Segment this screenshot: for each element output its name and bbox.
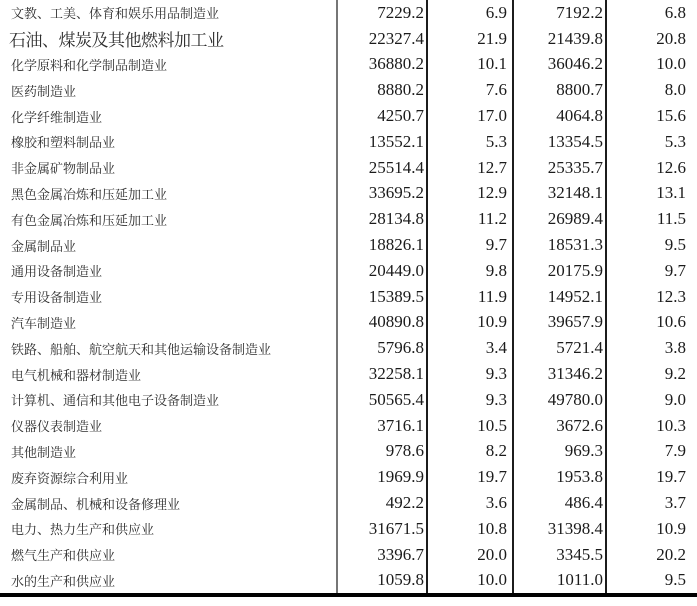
industry-name-cell: 铁路、船舶、航空航天和其他运输设备制造业 xyxy=(0,335,338,361)
value-cell-amount: 28134.8 xyxy=(338,206,428,232)
table-row xyxy=(0,490,697,516)
value-cell-amount-2: 26989.4 xyxy=(514,206,607,232)
value-cell-amount: 50565.4 xyxy=(338,387,428,413)
table-row xyxy=(0,516,697,542)
value-cell-amount: 8880.2 xyxy=(338,77,428,103)
industry-name-cell: 水的生产和供应业 xyxy=(0,568,338,594)
value-cell-amount-2: 8800.7 xyxy=(514,77,607,103)
table-row xyxy=(0,258,697,284)
value-cell-amount-2: 32148.1 xyxy=(514,181,607,207)
table-row xyxy=(0,52,697,78)
value-cell-amount-2: 1011.0 xyxy=(514,568,607,594)
value-cell-amount-2: 1953.8 xyxy=(514,464,607,490)
industry-name-cell: 非金属矿物制品业 xyxy=(0,155,338,181)
value-cell-percent-2: 20.8 xyxy=(656,28,686,48)
value-cell-percent-2: 3.7 xyxy=(664,493,686,513)
table-row xyxy=(0,181,697,207)
table-row xyxy=(0,464,697,490)
table-bottom-border xyxy=(0,593,697,597)
value-cell-amount-2: 49780.0 xyxy=(514,387,607,413)
value-cell-amount: 5796.8 xyxy=(338,335,428,361)
table-row xyxy=(0,155,697,181)
value-cell-amount-2: 969.3 xyxy=(514,439,607,465)
value-cell-amount: 492.2 xyxy=(338,490,428,516)
table-row xyxy=(0,129,697,155)
value-cell-amount-2: 5721.4 xyxy=(514,335,607,361)
value-cell-amount-2: 36046.2 xyxy=(514,52,607,78)
value-cell-percent: 5.3 xyxy=(428,129,514,155)
value-cell-percent-2: 19.7 xyxy=(656,467,686,487)
value-cell-amount-2: 25335.7 xyxy=(514,155,607,181)
table-row xyxy=(0,26,697,52)
value-cell-percent: 10.9 xyxy=(428,310,514,336)
value-cell-percent: 11.9 xyxy=(428,284,514,310)
value-cell-percent-2: 9.5 xyxy=(664,570,686,590)
value-cell-percent: 9.3 xyxy=(428,387,514,413)
industry-name-cell: 其他制造业 xyxy=(0,439,338,465)
value-cell-amount: 1969.9 xyxy=(338,464,428,490)
value-cell-amount-2: 21439.8 xyxy=(514,26,607,52)
industry-name-cell: 仪器仪表制造业 xyxy=(0,413,338,439)
value-cell-percent: 8.2 xyxy=(428,439,514,465)
value-cell-percent-2: 13.1 xyxy=(656,183,686,203)
value-cell-percent-2: 9.7 xyxy=(664,260,686,280)
value-cell-amount-2: 31346.2 xyxy=(514,361,607,387)
value-cell-amount: 22327.4 xyxy=(338,26,428,52)
industry-name-cell: 医药制造业 xyxy=(0,77,338,103)
table-row xyxy=(0,103,697,129)
value-cell-amount-2: 14952.1 xyxy=(514,284,607,310)
value-cell-percent: 9.3 xyxy=(428,361,514,387)
value-cell-amount: 7229.2 xyxy=(338,0,428,26)
value-cell-percent: 10.0 xyxy=(428,568,514,594)
table-row xyxy=(0,413,697,439)
value-cell-percent: 10.1 xyxy=(428,52,514,78)
industry-name-cell: 汽车制造业 xyxy=(0,310,338,336)
value-cell-amount: 36880.2 xyxy=(338,52,428,78)
table-row xyxy=(0,335,697,361)
industry-name-cell: 燃气生产和供应业 xyxy=(0,542,338,568)
value-cell-percent: 10.5 xyxy=(428,413,514,439)
value-cell-amount: 33695.2 xyxy=(338,181,428,207)
value-cell-amount: 4250.7 xyxy=(338,103,428,129)
value-cell-percent: 12.9 xyxy=(428,181,514,207)
industry-name-cell: 电力、热力生产和供应业 xyxy=(0,516,338,542)
value-cell-percent-2: 9.5 xyxy=(664,235,686,255)
value-cell-amount: 18826.1 xyxy=(338,232,428,258)
value-cell-percent-2: 7.9 xyxy=(664,441,686,461)
value-cell-amount: 31671.5 xyxy=(338,516,428,542)
industry-name-cell: 专用设备制造业 xyxy=(0,284,338,310)
table-row xyxy=(0,361,697,387)
table-row xyxy=(0,232,697,258)
table-row xyxy=(0,568,697,594)
value-cell-percent-2: 9.0 xyxy=(664,389,686,409)
value-cell-amount: 32258.1 xyxy=(338,361,428,387)
value-cell-percent: 21.9 xyxy=(428,26,514,52)
value-cell-percent: 11.2 xyxy=(428,206,514,232)
value-cell-amount-2: 31398.4 xyxy=(514,516,607,542)
value-cell-percent-2: 3.8 xyxy=(664,338,686,358)
value-cell-amount-2: 3345.5 xyxy=(514,542,607,568)
industry-name-cell: 金属制品业 xyxy=(0,232,338,258)
value-cell-amount: 25514.4 xyxy=(338,155,428,181)
industry-name-cell: 电气机械和器材制造业 xyxy=(0,361,338,387)
value-cell-percent: 9.8 xyxy=(428,258,514,284)
value-cell-amount: 20449.0 xyxy=(338,258,428,284)
value-cell-amount-2: 20175.9 xyxy=(514,258,607,284)
value-cell-percent-2: 9.2 xyxy=(664,364,686,384)
value-cell-percent-2: 12.6 xyxy=(656,157,686,177)
value-cell-percent-2: 10.6 xyxy=(656,312,686,332)
industry-name-cell: 金属制品、机械和设备修理业 xyxy=(0,490,338,516)
industry-name-cell: 有色金属冶炼和压延加工业 xyxy=(0,206,338,232)
table-row xyxy=(0,542,697,568)
table-row xyxy=(0,439,697,465)
table-row xyxy=(0,77,697,103)
value-cell-amount: 15389.5 xyxy=(338,284,428,310)
value-cell-amount-2: 39657.9 xyxy=(514,310,607,336)
industry-name-cell: 化学原料和化学制品制造业 xyxy=(0,52,338,78)
value-cell-amount-2: 4064.8 xyxy=(514,103,607,129)
industry-name-cell: 计算机、通信和其他电子设备制造业 xyxy=(0,387,338,413)
value-cell-percent: 3.6 xyxy=(428,490,514,516)
value-cell-amount-2: 18531.3 xyxy=(514,232,607,258)
value-cell-percent-2: 20.2 xyxy=(656,544,686,564)
value-cell-percent: 9.7 xyxy=(428,232,514,258)
value-cell-amount: 3716.1 xyxy=(338,413,428,439)
value-cell-amount-2: 13354.5 xyxy=(514,129,607,155)
table-row xyxy=(0,284,697,310)
table-row xyxy=(0,310,697,336)
industry-name-cell: 橡胶和塑料制品业 xyxy=(0,129,338,155)
value-cell-percent: 10.8 xyxy=(428,516,514,542)
value-cell-amount-2: 486.4 xyxy=(514,490,607,516)
value-cell-percent: 20.0 xyxy=(428,542,514,568)
table-row xyxy=(0,206,697,232)
table-row xyxy=(0,387,697,413)
value-cell-percent: 3.4 xyxy=(428,335,514,361)
table-row xyxy=(0,0,697,26)
value-cell-percent-2: 12.3 xyxy=(656,286,686,306)
value-cell-percent: 19.7 xyxy=(428,464,514,490)
industry-name-cell: 化学纤维制造业 xyxy=(0,103,338,129)
value-cell-amount: 3396.7 xyxy=(338,542,428,568)
value-cell-amount: 13552.1 xyxy=(338,129,428,155)
value-cell-percent-2: 8.0 xyxy=(664,80,686,100)
value-cell-percent-2: 5.3 xyxy=(664,131,686,151)
value-cell-percent-2: 11.5 xyxy=(656,209,686,229)
industry-name-cell: 废弃资源综合利用业 xyxy=(0,464,338,490)
industry-name-cell: 石油、煤炭及其他燃料加工业 xyxy=(0,26,338,52)
value-cell-amount-2: 7192.2 xyxy=(514,0,607,26)
value-cell-amount: 40890.8 xyxy=(338,310,428,336)
value-cell-amount: 978.6 xyxy=(338,439,428,465)
value-cell-percent: 12.7 xyxy=(428,155,514,181)
value-cell-percent-2: 10.0 xyxy=(656,54,686,74)
value-cell-percent: 17.0 xyxy=(428,103,514,129)
value-cell-percent-2: 15.6 xyxy=(656,106,686,126)
value-cell-percent: 6.9 xyxy=(428,0,514,26)
industry-name-cell: 通用设备制造业 xyxy=(0,258,338,284)
industry-name-cell: 黑色金属冶炼和压延加工业 xyxy=(0,181,338,207)
industry-name-cell: 文教、工美、体育和娱乐用品制造业 xyxy=(0,0,338,26)
value-cell-percent-2: 10.9 xyxy=(656,518,686,538)
value-cell-amount-2: 3672.6 xyxy=(514,413,607,439)
value-cell-percent: 7.6 xyxy=(428,77,514,103)
value-cell-percent-2: 6.8 xyxy=(664,2,686,22)
value-cell-percent-2: 10.3 xyxy=(656,415,686,435)
value-cell-amount: 1059.8 xyxy=(338,568,428,594)
